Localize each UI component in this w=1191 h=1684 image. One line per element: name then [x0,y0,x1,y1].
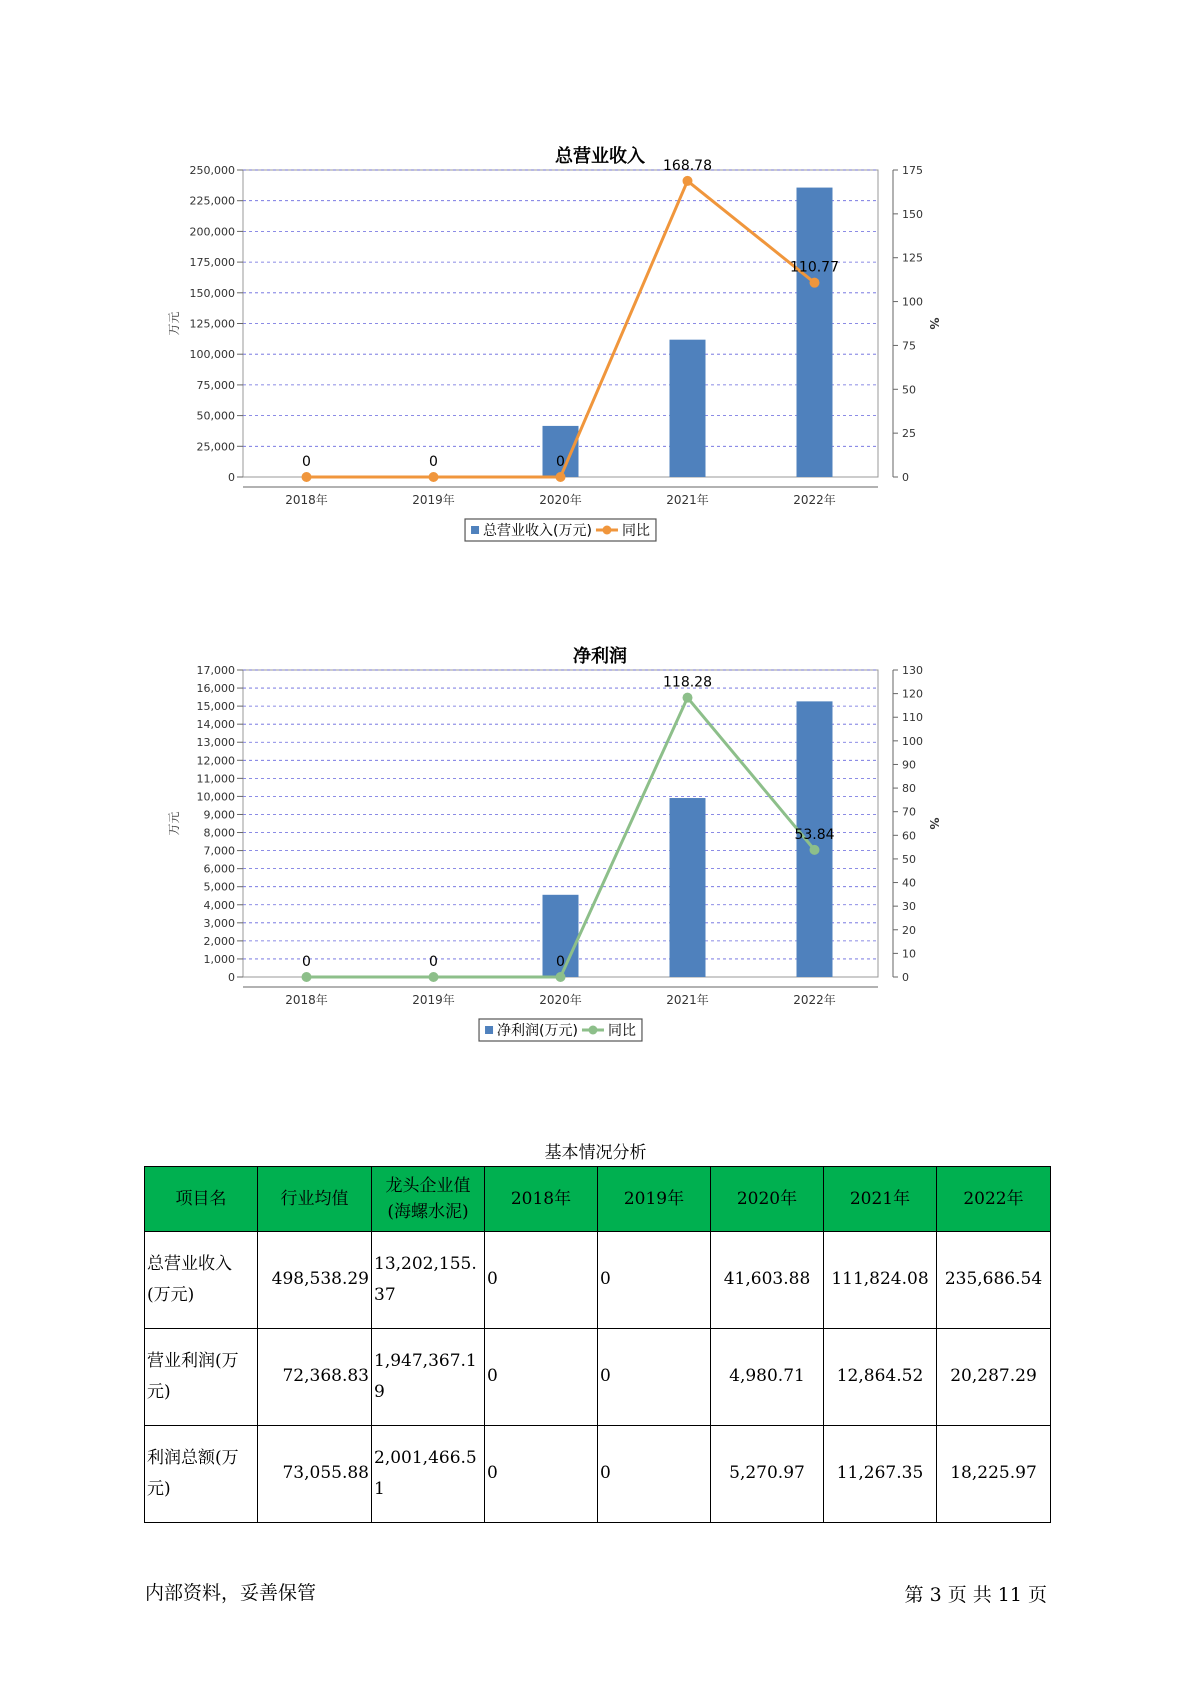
legend-bar-swatch [485,1026,493,1034]
row-name: 总营业收入(万元) [145,1232,258,1329]
y-axis-title: 万元 [167,811,181,836]
yoy-data-label: 0 [556,954,565,970]
y-tick-label: 5,000 [203,880,235,894]
yoy-data-label: 0 [302,454,311,470]
y2-tick-label: 20 [902,923,916,937]
y2-tick-label: 125 [902,251,923,265]
page-number: 第 3 页 共 11 页 [904,1584,1047,1606]
yoy-data-label: 0 [429,954,438,970]
y-tick-label: 25,000 [196,440,235,454]
y-tick-label: 8,000 [203,826,235,840]
y2-tick-label: 150 [902,207,923,221]
x-tick-label: 2022年 [793,493,836,507]
y2-tick-label: 40 [902,876,916,890]
header-item-name: 项目名 [145,1167,258,1232]
x-tick-label: 2021年 [666,993,709,1007]
y-tick-label: 50,000 [196,409,235,423]
yoy-data-label: 0 [556,454,565,470]
y-tick-label: 200,000 [189,225,235,239]
y-tick-label: 10,000 [196,790,235,804]
year-2020-cell: 41,603.88 [711,1232,824,1329]
y2-tick-label: 110 [902,711,923,725]
y-tick-label: 75,000 [196,378,235,392]
header-2019: 2019年 [598,1167,711,1232]
table-header-row [145,1167,1051,1232]
y2-tick-label: 50 [902,852,916,866]
y-tick-label: 225,000 [189,194,235,208]
analysis-table [144,1166,1051,1523]
x-tick-label: 2020年 [539,993,582,1007]
x-tick-label: 2022年 [793,993,836,1007]
y2-tick-label: 90 [902,758,916,772]
yoy-data-label: 53.84 [794,826,835,843]
yoy-data-label: 118.28 [663,674,712,691]
y2-tick-label: 100 [902,734,923,748]
year-2018-cell: 0 [485,1232,598,1329]
y-tick-label: 1,000 [203,952,235,966]
yoy-data-label: 0 [302,954,311,970]
y-tick-label: 13,000 [196,736,235,750]
year-2019-cell: 0 [598,1232,711,1329]
legend-line-label: 同比 [621,523,650,539]
revenue-chart-svg [150,140,1050,580]
x-tick-label: 2021年 [666,493,709,507]
year-2022-cell: 235,686.54 [937,1232,1051,1329]
header-2022: 2022年 [937,1167,1051,1232]
yoy-point [556,472,566,482]
y2-tick-label: 25 [902,427,916,441]
y-tick-label: 7,000 [203,844,235,858]
yoy-point [810,278,820,288]
legend-line-label: 同比 [607,1023,636,1039]
yoy-point [302,972,312,982]
y2-axis-title: % [927,317,941,330]
year-2020-cell: 4,980.71 [711,1329,824,1426]
header-2020: 2020年 [711,1167,824,1232]
profit-chart-svg [150,640,1050,1080]
y2-tick-label: 70 [902,805,916,819]
y2-tick-label: 60 [902,829,916,843]
row-name: 营业利润(万元) [145,1329,258,1426]
year-2019-cell: 0 [598,1426,711,1523]
bar [670,340,706,477]
y2-tick-label: 50 [902,383,916,397]
yoy-point [556,972,566,982]
header-leader: 龙头企业值(海螺水泥) [372,1167,485,1232]
legend-line-marker [602,526,611,535]
revenue-chart-title: 总营业收入 [555,146,645,167]
bar [670,798,706,977]
year-2019-cell: 0 [598,1329,711,1426]
leader-cell: 13,202,155.37 [372,1232,485,1329]
year-2021-cell: 11,267.35 [824,1426,937,1523]
legend-bar-label: 总营业收入(万元) [483,523,592,539]
profit-chart-title: 净利润 [573,646,627,667]
year-2021-cell: 12,864.52 [824,1329,937,1426]
legend-bar-swatch [471,526,479,534]
y2-tick-label: 120 [902,687,923,701]
yoy-point [683,176,693,186]
y-tick-label: 3,000 [203,916,235,930]
y-tick-label: 0 [228,971,235,984]
year-2018-cell: 0 [485,1329,598,1426]
yoy-data-label: 110.77 [790,259,839,276]
y2-tick-label: 80 [902,782,916,796]
table-row [145,1426,1051,1523]
year-2022-cell: 18,225.97 [937,1426,1051,1523]
year-2020-cell: 5,270.97 [711,1426,824,1523]
x-tick-label: 2020年 [539,493,582,507]
y-tick-label: 100,000 [189,348,235,362]
yoy-data-label: 0 [429,454,438,470]
y2-tick-label: 10 [902,947,916,961]
y-tick-label: 14,000 [196,718,235,732]
y-tick-label: 17,000 [196,664,235,677]
year-2018-cell: 0 [485,1426,598,1523]
y2-tick-label: 0 [902,471,909,484]
revenue-chart [150,140,1050,580]
x-tick-label: 2019年 [412,493,455,507]
y2-tick-label: 175 [902,164,923,177]
y2-tick-label: 30 [902,900,916,914]
bar [797,188,833,477]
table-caption: 基本情况分析 [544,1143,647,1163]
leader-cell: 2,001,466.51 [372,1426,485,1523]
yoy-point [683,693,693,703]
y-tick-label: 6,000 [203,862,235,876]
profit-chart [150,640,1050,1080]
y-tick-label: 125,000 [189,317,235,331]
yoy-point [810,845,820,855]
header-industry-avg: 行业均值 [258,1167,372,1232]
leader-cell: 1,947,367.19 [372,1329,485,1426]
y-tick-label: 12,000 [196,754,235,768]
yoy-point [429,972,439,982]
y2-tick-label: 0 [902,971,909,984]
y2-tick-label: 100 [902,295,923,309]
row-name: 利润总额(万元) [145,1426,258,1523]
y-tick-label: 250,000 [189,164,235,177]
legend-line-marker [588,1026,597,1035]
x-tick-label: 2019年 [412,993,455,1007]
year-2021-cell: 111,824.08 [824,1232,937,1329]
y-tick-label: 11,000 [196,772,235,786]
y-tick-label: 0 [228,471,235,484]
confidential-note: 内部资料，妥善保管 [145,1582,317,1604]
y-axis-title: 万元 [167,311,181,336]
y-tick-label: 175,000 [189,256,235,270]
y2-tick-label: 75 [902,339,916,353]
y-tick-label: 9,000 [203,808,235,822]
y-tick-label: 16,000 [196,682,235,696]
legend-bar-label: 净利润(万元) [497,1023,578,1039]
yoy-point [302,472,312,482]
industry-avg-cell: 73,055.88 [258,1426,372,1523]
industry-avg-cell: 498,538.29 [258,1232,372,1329]
table-row [145,1232,1051,1329]
y-tick-label: 15,000 [196,700,235,714]
year-2022-cell: 20,287.29 [937,1329,1051,1426]
x-tick-label: 2018年 [285,993,328,1007]
y-tick-label: 150,000 [189,286,235,300]
y-tick-label: 2,000 [203,934,235,948]
header-2018: 2018年 [485,1167,598,1232]
header-2021: 2021年 [824,1167,937,1232]
table-row [145,1329,1051,1426]
y-tick-label: 4,000 [203,898,235,912]
yoy-data-label: 168.78 [663,157,712,174]
y2-axis-title: % [927,817,941,830]
x-tick-label: 2018年 [285,493,328,507]
yoy-point [429,472,439,482]
industry-avg-cell: 72,368.83 [258,1329,372,1426]
y2-tick-label: 130 [902,664,923,677]
